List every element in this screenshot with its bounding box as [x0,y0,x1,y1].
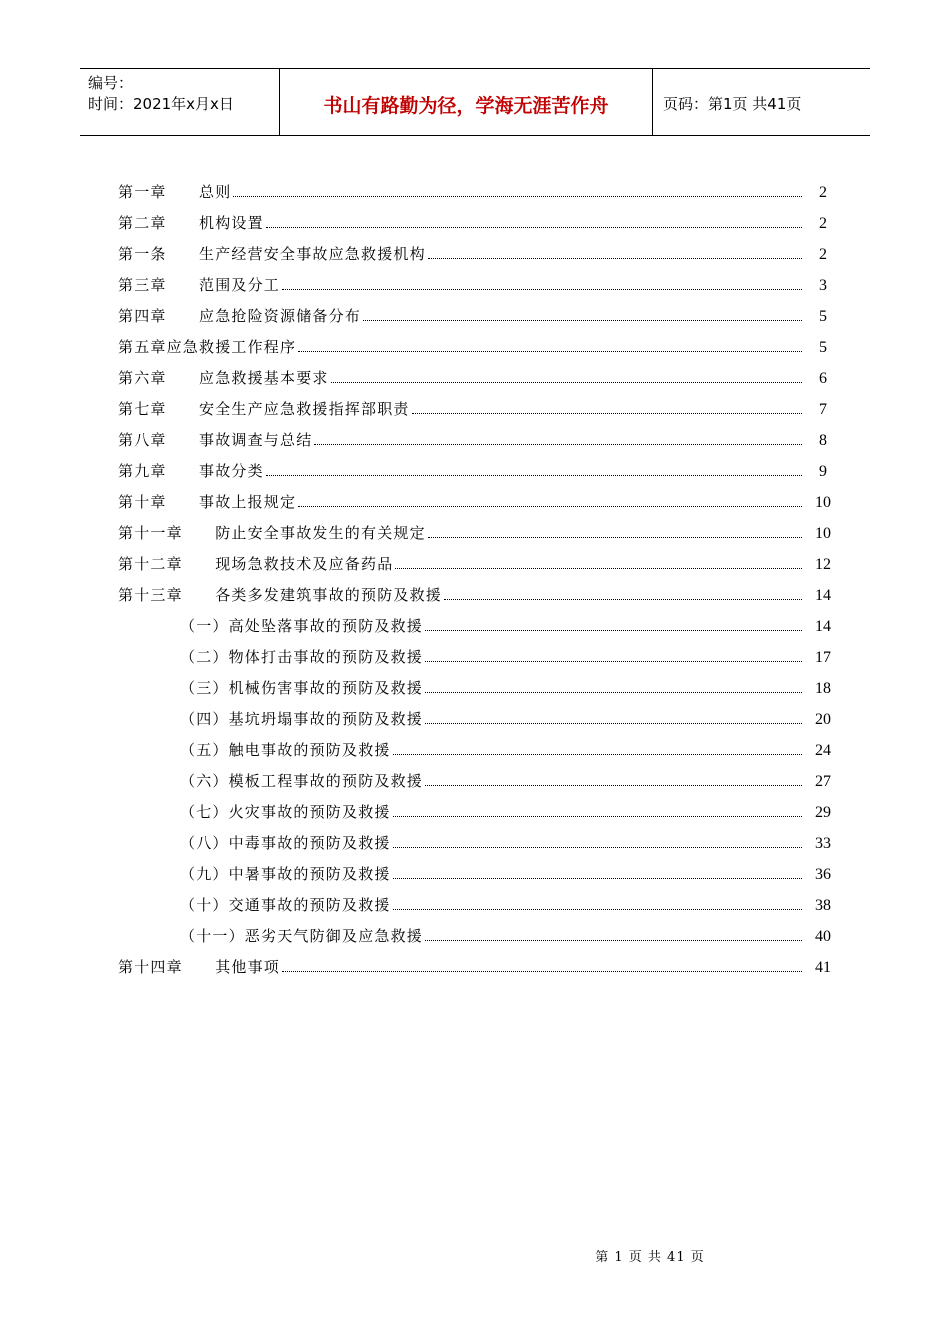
toc-leader-dots [425,939,802,941]
toc-entry-title: （五）触电事故的预防及救援 [180,741,391,759]
header-meta [80,69,280,135]
toc-entry-page-number: 14 [815,618,831,635]
toc-entry-page-number: 24 [815,742,831,759]
toc-entry[interactable] [118,574,840,605]
toc-entry[interactable] [118,729,840,760]
toc-entry-page-number: 8 [819,432,827,449]
toc-entry-page-number: 9 [819,463,827,480]
toc-entry-page-number: 27 [815,773,831,790]
toc-leader-dots [425,722,802,724]
toc-entry-title: 第十一章 防止安全事故发生的有关规定 [118,524,426,542]
toc-entry-page-number: 14 [815,587,831,604]
toc-entry-title: 第八章 事故调查与总结 [118,431,313,449]
toc-leader-dots [428,536,802,538]
toc-entry-page-number: 36 [815,866,831,883]
toc-entry-title: （三）机械伤害事故的预防及救援 [180,679,424,697]
toc-leader-dots [393,846,802,848]
toc-entry-page-number: 40 [815,928,831,945]
toc-entry[interactable] [118,698,840,729]
toc-entry-title: （七）火灾事故的预防及救援 [180,803,391,821]
toc-entry-page-number: 5 [819,339,827,356]
toc-leader-dots [444,598,802,600]
document-time-label: 时间：2021年x月x日 [88,95,234,113]
toc-entry-title: 第一条 生产经营安全事故应急救援机构 [118,245,426,263]
toc-entry[interactable] [118,233,840,264]
toc-entry-page-number: 5 [819,308,827,325]
toc-entry-page-number: 20 [815,711,831,728]
toc-entry-title: 第十章 事故上报规定 [118,493,297,511]
toc-entry[interactable] [118,543,840,574]
toc-entry-title: （六）模板工程事故的预防及救援 [180,772,424,790]
toc-entry[interactable] [118,791,840,822]
toc-entry[interactable] [118,636,840,667]
toc-entry[interactable] [118,605,840,636]
toc-leader-dots [363,319,802,321]
toc-leader-dots [428,257,802,259]
toc-entry[interactable] [118,326,840,357]
toc-entry-page-number: 38 [815,897,831,914]
toc-entry[interactable] [118,481,840,512]
toc-leader-dots [425,691,802,693]
toc-entry-page-number: 2 [819,215,827,232]
toc-entry[interactable] [118,512,840,543]
toc-entry-title: 第十四章 其他事项 [118,958,281,976]
toc-entry-title: 第三章 范围及分工 [118,276,281,294]
document-number-label: 编号： [88,74,134,92]
toc-leader-dots [412,412,802,414]
toc-entry[interactable] [118,202,840,233]
toc-entry-title: 第四章 应急抢险资源储备分布 [118,307,362,325]
toc-entry[interactable] [118,884,840,915]
toc-entry-page-number: 41 [815,959,831,976]
document-header [80,68,870,136]
toc-entry-page-number: 17 [815,649,831,666]
toc-leader-dots [282,970,802,972]
header-page-info: 页码：第1页 共41页 [663,94,802,113]
toc-entry-title: （一）高处坠落事故的预防及救援 [180,617,424,635]
toc-entry-page-number: 10 [815,525,831,542]
toc-entry-title: （二）物体打击事故的预防及救援 [180,648,424,666]
toc-entry-page-number: 2 [819,184,827,201]
toc-entry-title: 第七章 安全生产应急救援指挥部职责 [118,400,410,418]
header-motto: 书山有路勤为径，学海无涯苦作舟 [280,69,653,135]
toc-entry[interactable] [118,946,840,977]
toc-entry-title: （十一）恶劣天气防御及应急救援 [180,927,424,945]
toc-entry-title: 第十二章 现场急救技术及应备药品 [118,555,394,573]
toc-entry[interactable] [118,853,840,884]
toc-entry-title: 第五章应急救援工作程序 [118,338,297,356]
toc-leader-dots [331,381,802,383]
toc-entry-title: （八）中毒事故的预防及救援 [180,834,391,852]
toc-entry-title: 第六章 应急救援基本要求 [118,369,329,387]
toc-entry-page-number: 12 [815,556,831,573]
toc-entry[interactable] [118,295,840,326]
toc-leader-dots [233,195,802,197]
toc-leader-dots [298,350,802,352]
toc-entry[interactable] [118,822,840,853]
toc-leader-dots [393,815,802,817]
toc-entry-title: （十）交通事故的预防及救援 [180,896,391,914]
toc-entry[interactable] [118,419,840,450]
toc-entry-page-number: 29 [815,804,831,821]
toc-leader-dots [393,877,802,879]
toc-entry[interactable] [118,388,840,419]
toc-entry-page-number: 7 [819,401,827,418]
toc-leader-dots [266,474,802,476]
toc-entry[interactable] [118,760,840,791]
toc-entry-page-number: 3 [819,277,827,294]
toc-entry-title: （四）基坑坍塌事故的预防及救援 [180,710,424,728]
toc-leader-dots [425,629,802,631]
toc-entry[interactable] [118,264,840,295]
toc-entry-page-number: 6 [819,370,827,387]
table-of-contents [118,171,840,977]
toc-entry[interactable] [118,915,840,946]
toc-entry-page-number: 10 [815,494,831,511]
toc-entry-title: 第九章 事故分类 [118,462,264,480]
page-footer: 第 1 页 共 41 页 [595,1250,705,1265]
toc-entry-title: （九）中暑事故的预防及救援 [180,865,391,883]
toc-leader-dots [393,908,802,910]
toc-entry-title: 第二章 机构设置 [118,214,264,232]
toc-entry-page-number: 18 [815,680,831,697]
toc-entry-page-number: 2 [819,246,827,263]
toc-leader-dots [266,226,802,228]
toc-leader-dots [314,443,802,445]
toc-entry-title: 第十三章 各类多发建筑事故的预防及救援 [118,586,443,604]
toc-entry[interactable] [118,357,840,388]
toc-entry[interactable] [118,667,840,698]
toc-entry-page-number: 33 [815,835,831,852]
toc-leader-dots [395,567,802,569]
toc-entry[interactable] [118,171,840,202]
toc-leader-dots [298,505,802,507]
toc-entry-title: 第一章 总则 [118,183,232,201]
toc-leader-dots [393,753,802,755]
toc-leader-dots [282,288,802,290]
toc-leader-dots [425,784,802,786]
toc-leader-dots [425,660,802,662]
toc-entry[interactable] [118,450,840,481]
